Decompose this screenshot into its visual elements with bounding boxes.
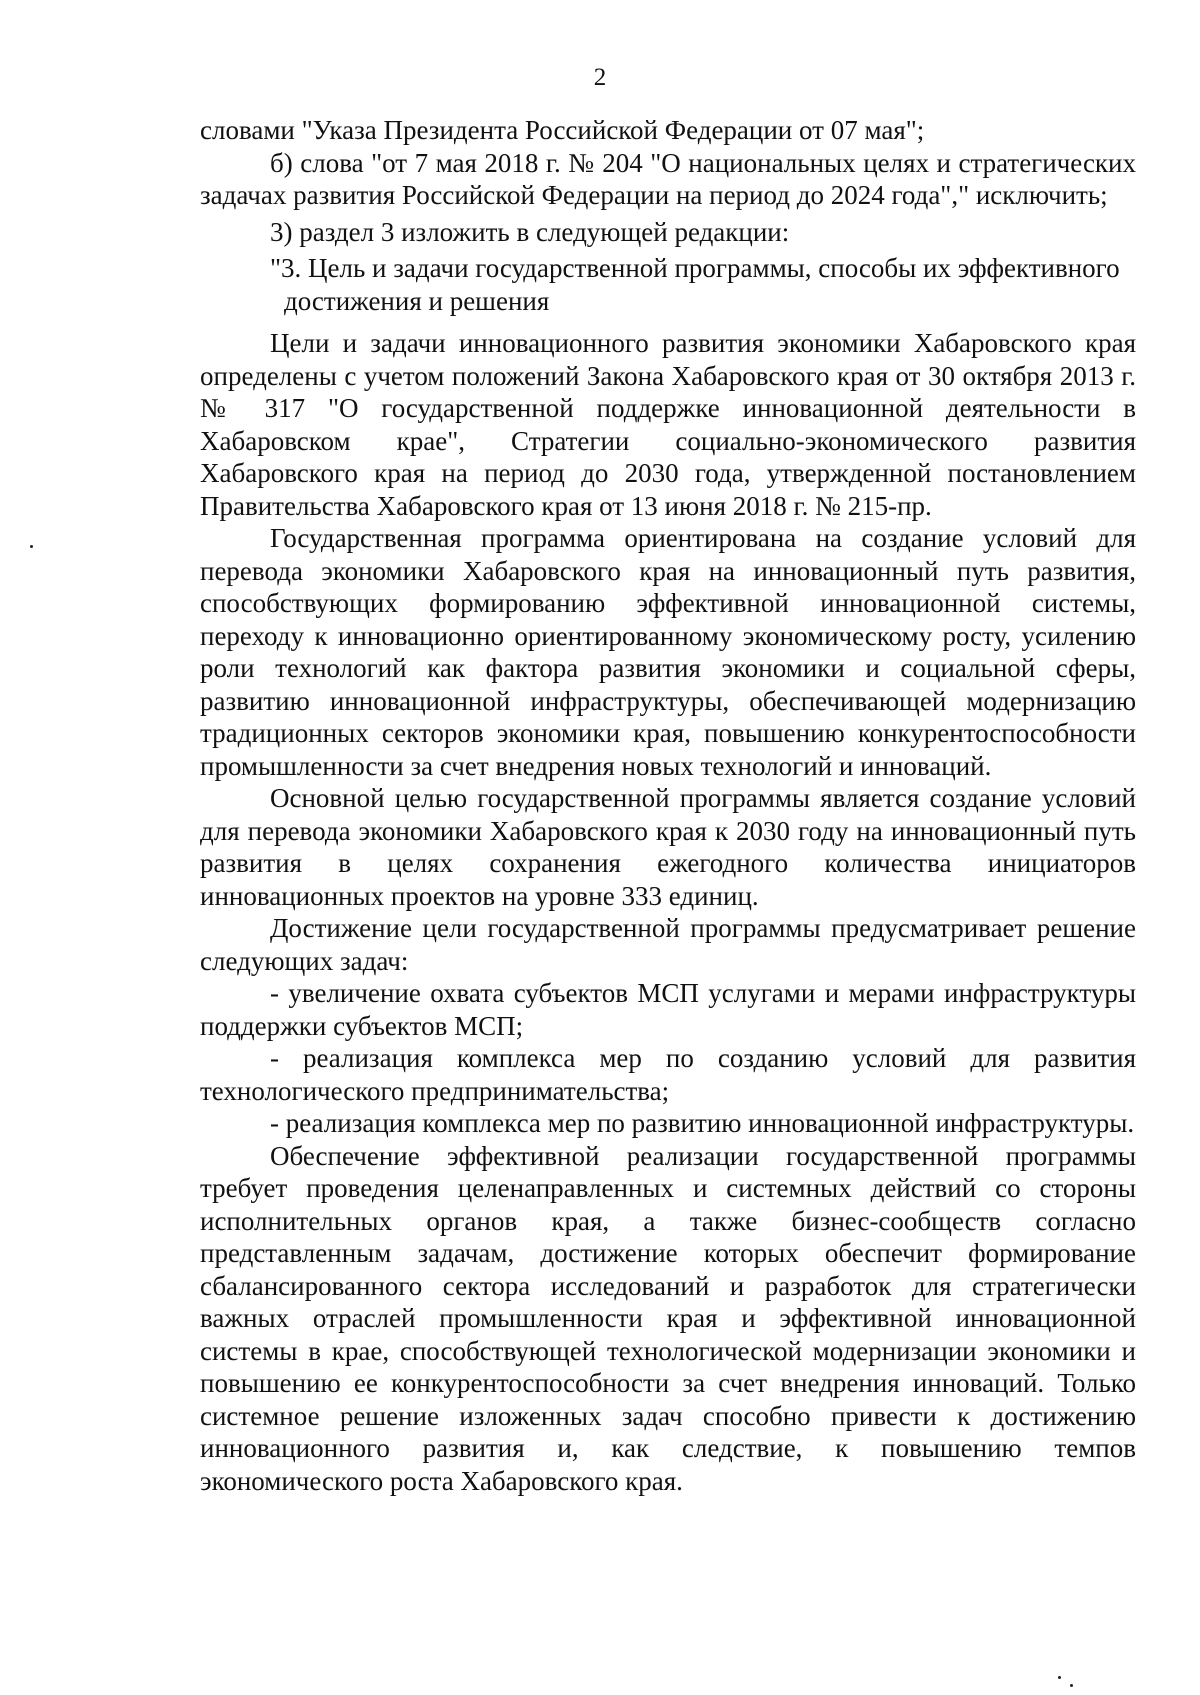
paragraph-main-goal: Основной целью государственной программы является создание условий для перевода экономики Хабаровского края к 2030 году на инновационный путь развития в целях сохранения ежегодного количества инициаторов инновационных проектов на уровне 333 единиц.	[200, 783, 1136, 911]
paragraph-continuation: словами "Указа Президента Российской Федерации от 07 мая";	[200, 115, 925, 145]
paragraph-tasks-intro: Достижение цели государственной программы предусматривает решение следующих задач:	[200, 913, 1136, 976]
paragraph-item-3: 3) раздел 3 изложить в следующей редакции:	[270, 216, 790, 247]
list-item-task-2: - реализация комплекса мер по созданию условий для развития технологического предпринимательства;	[200, 1043, 1136, 1106]
list-item-task-1: - увеличение охвата субъектов МСП услугами и мерами инфраструктуры поддержки субъектов МСП;	[200, 978, 1136, 1041]
section-heading: "3. Цель и задачи государственной программы, способы их эффективного достижения и решения	[270, 253, 1120, 316]
page-number: 2	[593, 64, 607, 91]
paragraph-program-orientation: Государственная программа ориентирована на создание условий для перевода экономики Хабаровского края на инновационный путь развития, способствующих формированию эффективной инновационной системы, переходу к инновационно ориентированному экономическому росту, усилению роли технологий как фактора развития экономики и социальной сферы, развитию инновационной инфраструктуры, обеспечивающей модернизацию традиционных секторов экономики края, повышению конкурентоспособности промышленности за счет внедрения новых технологий и инноваций.	[200, 523, 1136, 781]
paragraph-item-b: б) слова "от 7 мая 2018 г. № 204 "О национальных целях и стратегических задачах развития Российской Федерации на период до 2024 года"," исключить;	[200, 147, 1136, 210]
document-body	[200, 114, 1136, 1497]
paragraph-effective-implementation: Обеспечение эффективной реализации государственной программы требует проведения целенаправленных и системных действий со стороны исполнительных органов края, а также бизнес-сообществ согласно представленным задачам, достижение которых обеспечит формирование сбалансированного сектора исследований и разработок для стратегически важных отраслей промышленности края и эффективной инновационной системы в крае, способствующей технологической модернизации экономики и повышению ее конкурентоспособности за счет внедрения инноваций. Только системное решение изложенных задач способно привести к достижению инновационного развития и, как следствие, к повышению темпов экономического роста Хабаровского края.	[200, 1140, 1136, 1496]
list-item-task-3: - реализация комплекса мер по развитию инновационной инфраструктуры.	[270, 1108, 1135, 1138]
scan-speck	[1070, 1684, 1073, 1687]
scan-speck	[30, 545, 33, 548]
paragraph-goals-basis: Цели и задачи инновационного развития экономики Хабаровского края определены с учетом положений Закона Хабаровского края от 30 октября 2013 г. № 317 "О государственной поддержке инновационной деятельности в Хабаровском крае", Стратегии социально-экономического развития Хабаровского края на период до 2030 года, утвержденной постановлением Правительства Хабаровского края от 13 июня 2018 г. № 215-пр.	[200, 328, 1136, 521]
scan-speck	[1058, 1676, 1061, 1679]
